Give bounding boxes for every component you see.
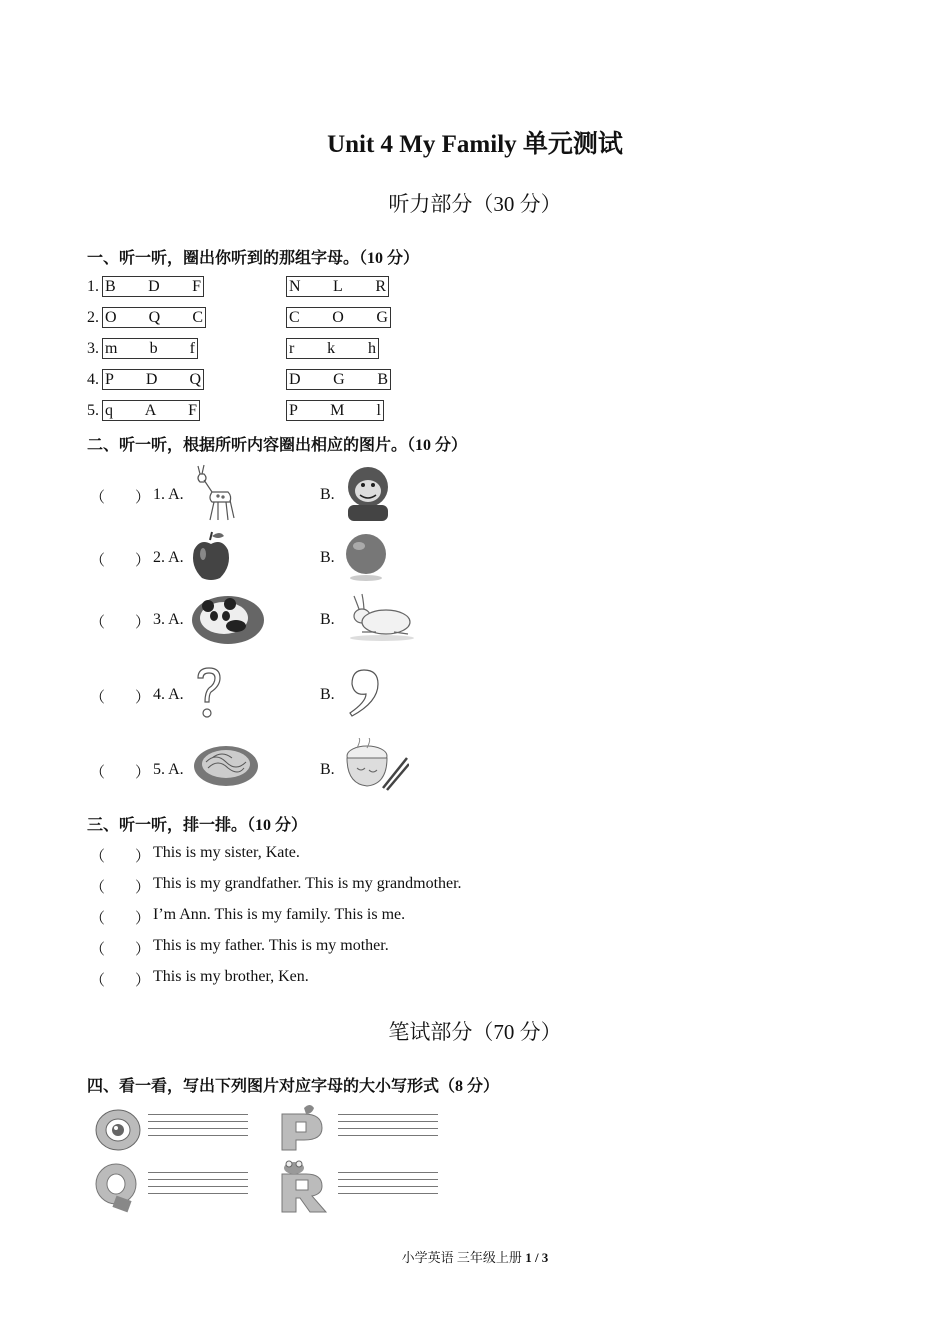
letter: B [105, 278, 116, 295]
letter-group-left[interactable] [102, 369, 204, 390]
letter: f [189, 340, 195, 357]
writing-lines[interactable] [148, 1114, 248, 1140]
page-title: Unit 4 My Family 单元测试 [327, 131, 623, 158]
sentence-item: This is my grandfather. This is my grandmother. [153, 875, 462, 892]
sentence-item: This is my sister, Kate. [153, 844, 300, 861]
letter-q-picture[interactable] [94, 1162, 142, 1214]
letter: P [105, 371, 114, 388]
comma-picture[interactable] [346, 668, 382, 720]
option-a-label: 1. A. [153, 486, 184, 503]
writing-lines[interactable] [338, 1114, 438, 1140]
sentence-item: This is my father. This is my mother. [153, 937, 389, 954]
writing-lines[interactable] [148, 1172, 248, 1198]
letter: C [192, 309, 203, 326]
letter-group-right[interactable] [286, 369, 391, 390]
option-a-label: 2. A. [153, 549, 184, 566]
panda-picture[interactable] [190, 590, 266, 646]
letter-group-right[interactable] [286, 338, 379, 359]
letter-group-right[interactable] [286, 307, 391, 328]
deer-picture[interactable] [190, 462, 238, 522]
letter: A [144, 402, 157, 419]
row-number: 4. [87, 371, 99, 388]
answer-blank[interactable]: （ ） [90, 880, 151, 896]
page-number: 1 / 3 [525, 1250, 549, 1265]
answer-blank[interactable]: （ ） [90, 911, 151, 927]
answer-blank[interactable]: （ ） [90, 973, 151, 989]
letter-r-frog-picture[interactable] [276, 1158, 332, 1214]
option-b-label: B. [320, 686, 335, 703]
listening-part-heading: 听力部分（30 分） [388, 192, 562, 216]
answer-blank[interactable]: （ ） [90, 690, 151, 706]
question-mark-picture[interactable] [194, 666, 224, 722]
letter: L [333, 278, 343, 295]
letter-group-left[interactable] [102, 338, 198, 359]
section3-heading: 三、听一听，排一排。（10 分） [87, 817, 308, 834]
letter: O [332, 309, 344, 326]
option-b-label: B. [320, 549, 335, 566]
option-b-label: B. [320, 761, 335, 778]
letter: r [289, 340, 295, 357]
letter: q [105, 402, 113, 419]
letter: B [377, 371, 388, 388]
option-a-label: 3. A. [153, 611, 184, 628]
letter: D [148, 278, 160, 295]
apple-picture[interactable] [190, 530, 232, 582]
writing-lines[interactable] [338, 1172, 438, 1198]
footer-text: 小学英语 三年级上册 [401, 1250, 526, 1265]
letter: h [367, 340, 376, 357]
rice-bowl-picture[interactable] [343, 738, 409, 792]
letter-group-left[interactable] [102, 400, 200, 421]
row-number: 1. [87, 278, 99, 295]
letter-o-eye-picture[interactable] [94, 1108, 144, 1152]
letter: Q [148, 309, 161, 326]
section2-heading: 二、听一听，根据所听内容圈出相应的图片。（10 分） [87, 437, 468, 454]
ball-picture[interactable] [343, 532, 389, 582]
answer-blank[interactable]: （ ） [90, 615, 151, 631]
option-a-label: 4. A. [153, 686, 184, 703]
letter: G [376, 309, 388, 326]
letter: N [289, 278, 301, 295]
option-b-label: B. [320, 611, 335, 628]
letter-group-right[interactable] [286, 400, 384, 421]
section1-heading: 一、听一听，圈出你听到的那组字母。（10 分） [87, 250, 420, 267]
letter: F [188, 402, 197, 419]
letter: R [375, 278, 386, 295]
page-footer [0, 1247, 950, 1266]
monkey-picture[interactable] [342, 465, 394, 523]
letter-p-bird-picture[interactable] [276, 1104, 328, 1152]
letter: F [192, 278, 201, 295]
letter: D [289, 371, 301, 388]
letter: D [145, 371, 158, 388]
letter: M [330, 402, 345, 419]
letter: O [105, 309, 117, 326]
rabbit-picture[interactable] [342, 592, 416, 642]
letter: Q [189, 371, 201, 388]
letter-group-left[interactable] [102, 276, 204, 297]
letter-group-left[interactable] [102, 307, 206, 328]
answer-blank[interactable]: （ ） [90, 765, 151, 781]
letter: b [149, 340, 158, 357]
noodles-picture[interactable] [192, 740, 260, 790]
option-a-label: 5. A. [153, 761, 184, 778]
row-number: 2. [87, 309, 99, 326]
letter: l [376, 402, 381, 419]
letter: P [289, 402, 298, 419]
row-number: 5. [87, 402, 99, 419]
written-part-heading: 笔试部分（70 分） [388, 1020, 562, 1044]
row-number: 3. [87, 340, 99, 357]
letter: k [327, 340, 336, 357]
answer-blank[interactable]: （ ） [90, 490, 151, 506]
sentence-item: I’m Ann. This is my family. This is me. [153, 906, 406, 923]
letter-group-right[interactable] [286, 276, 389, 297]
option-b-label: B. [320, 486, 335, 503]
sentence-item: This is my brother, Ken. [153, 968, 309, 985]
letter: G [333, 371, 345, 388]
answer-blank[interactable]: （ ） [90, 849, 151, 865]
letter: m [105, 340, 118, 357]
answer-blank[interactable]: （ ） [90, 553, 151, 569]
answer-blank[interactable]: （ ） [90, 942, 151, 958]
letter: C [289, 309, 300, 326]
section4-heading: 四、看一看，写出下列图片对应字母的大小写形式（8 分） [87, 1078, 500, 1095]
